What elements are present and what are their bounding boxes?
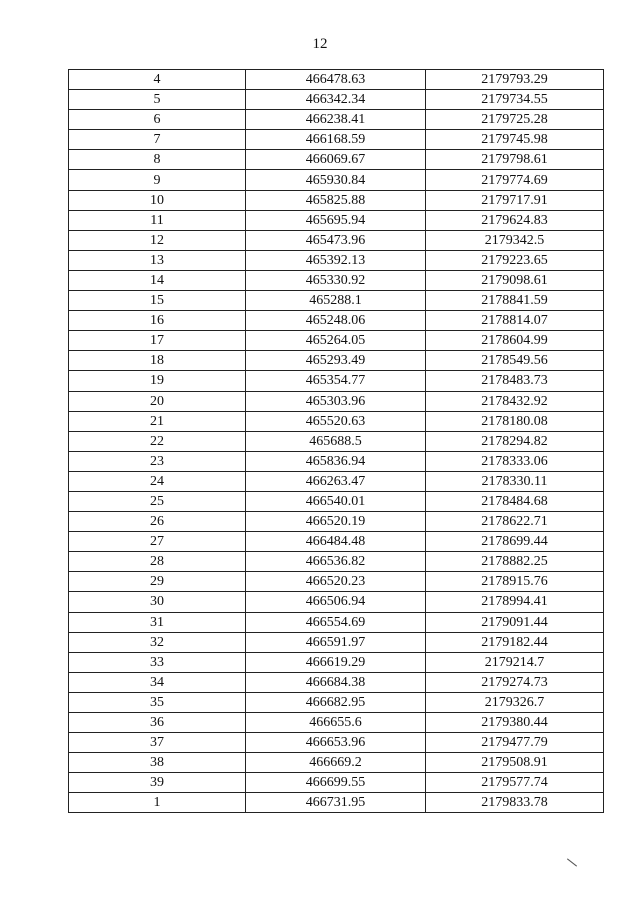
table-row xyxy=(69,210,604,230)
x-coordinate-cell: 466684.38 xyxy=(246,672,426,692)
scan-mark xyxy=(567,858,577,866)
point-number-cell: 28 xyxy=(69,552,246,572)
x-coordinate-cell: 466591.97 xyxy=(246,632,426,652)
point-number-cell: 23 xyxy=(69,451,246,471)
y-coordinate-cell: 2178915.76 xyxy=(426,572,604,592)
point-number-cell: 17 xyxy=(69,331,246,351)
point-number-cell: 25 xyxy=(69,491,246,511)
page-number: 12 xyxy=(312,36,328,52)
y-coordinate-cell: 2178180.08 xyxy=(426,411,604,431)
y-coordinate-cell: 2178699.44 xyxy=(426,532,604,552)
point-number-cell: 12 xyxy=(69,230,246,250)
point-number-cell: 9 xyxy=(69,170,246,190)
table-row xyxy=(69,130,604,150)
x-coordinate-cell: 466484.48 xyxy=(246,532,426,552)
x-coordinate-cell: 466506.94 xyxy=(246,592,426,612)
table-row xyxy=(69,773,604,793)
table-row xyxy=(69,692,604,712)
table-row xyxy=(69,733,604,753)
table-row xyxy=(69,150,604,170)
point-number-cell: 5 xyxy=(69,90,246,110)
point-number-cell: 34 xyxy=(69,672,246,692)
table-row xyxy=(69,512,604,532)
x-coordinate-cell: 466619.29 xyxy=(246,652,426,672)
x-coordinate-cell: 466069.67 xyxy=(246,150,426,170)
x-coordinate-cell: 465248.06 xyxy=(246,311,426,331)
point-number-cell: 7 xyxy=(69,130,246,150)
point-number-cell: 21 xyxy=(69,411,246,431)
table-row xyxy=(69,270,604,290)
x-coordinate-cell: 465293.49 xyxy=(246,351,426,371)
point-number-cell: 1 xyxy=(69,793,246,813)
y-coordinate-cell: 2179380.44 xyxy=(426,713,604,733)
table-row xyxy=(69,612,604,632)
y-coordinate-cell: 2178841.59 xyxy=(426,291,604,311)
x-coordinate-cell: 465303.96 xyxy=(246,391,426,411)
x-coordinate-cell: 465930.84 xyxy=(246,170,426,190)
point-number-cell: 8 xyxy=(69,150,246,170)
point-number-cell: 35 xyxy=(69,692,246,712)
y-coordinate-cell: 2179774.69 xyxy=(426,170,604,190)
y-coordinate-cell: 2178549.56 xyxy=(426,351,604,371)
x-coordinate-cell: 465836.94 xyxy=(246,451,426,471)
point-number-cell: 24 xyxy=(69,471,246,491)
x-coordinate-cell: 465392.13 xyxy=(246,250,426,270)
y-coordinate-cell: 2179577.74 xyxy=(426,773,604,793)
y-coordinate-cell: 2179342.5 xyxy=(426,230,604,250)
x-coordinate-cell: 465288.1 xyxy=(246,291,426,311)
table-row xyxy=(69,572,604,592)
y-coordinate-cell: 2179098.61 xyxy=(426,270,604,290)
table-row xyxy=(69,652,604,672)
y-coordinate-cell: 2179223.65 xyxy=(426,250,604,270)
point-number-cell: 6 xyxy=(69,110,246,130)
point-number-cell: 31 xyxy=(69,612,246,632)
point-number-cell: 27 xyxy=(69,532,246,552)
y-coordinate-cell: 2179725.28 xyxy=(426,110,604,130)
table-row xyxy=(69,793,604,813)
y-coordinate-cell: 2178814.07 xyxy=(426,311,604,331)
x-coordinate-cell: 466655.6 xyxy=(246,713,426,733)
point-number-cell: 15 xyxy=(69,291,246,311)
x-coordinate-cell: 465330.92 xyxy=(246,270,426,290)
point-number-cell: 11 xyxy=(69,210,246,230)
y-coordinate-cell: 2178294.82 xyxy=(426,431,604,451)
table-row xyxy=(69,532,604,552)
y-coordinate-cell: 2179717.91 xyxy=(426,190,604,210)
x-coordinate-cell: 466478.63 xyxy=(246,70,426,90)
y-coordinate-cell: 2179508.91 xyxy=(426,753,604,773)
table-row xyxy=(69,411,604,431)
table-row xyxy=(69,230,604,250)
point-number-cell: 38 xyxy=(69,753,246,773)
y-coordinate-cell: 2178483.73 xyxy=(426,371,604,391)
y-coordinate-cell: 2178432.92 xyxy=(426,391,604,411)
y-coordinate-cell: 2179833.78 xyxy=(426,793,604,813)
point-number-cell: 29 xyxy=(69,572,246,592)
point-number-cell: 4 xyxy=(69,70,246,90)
point-number-cell: 13 xyxy=(69,250,246,270)
x-coordinate-cell: 466520.19 xyxy=(246,512,426,532)
y-coordinate-cell: 2178330.11 xyxy=(426,471,604,491)
table-row xyxy=(69,250,604,270)
table-row xyxy=(69,331,604,351)
point-number-cell: 37 xyxy=(69,733,246,753)
y-coordinate-cell: 2179624.83 xyxy=(426,210,604,230)
y-coordinate-cell: 2178622.71 xyxy=(426,512,604,532)
x-coordinate-cell: 466653.96 xyxy=(246,733,426,753)
y-coordinate-cell: 2179326.7 xyxy=(426,692,604,712)
y-coordinate-cell: 2179274.73 xyxy=(426,672,604,692)
x-coordinate-cell: 465520.63 xyxy=(246,411,426,431)
x-coordinate-cell: 466731.95 xyxy=(246,793,426,813)
table-row xyxy=(69,371,604,391)
y-coordinate-cell: 2179477.79 xyxy=(426,733,604,753)
y-coordinate-cell: 2178604.99 xyxy=(426,331,604,351)
table-row xyxy=(69,70,604,90)
x-coordinate-cell: 466168.59 xyxy=(246,130,426,150)
point-number-cell: 22 xyxy=(69,431,246,451)
x-coordinate-cell: 466699.55 xyxy=(246,773,426,793)
point-number-cell: 32 xyxy=(69,632,246,652)
table-row xyxy=(69,713,604,733)
y-coordinate-cell: 2179798.61 xyxy=(426,150,604,170)
point-number-cell: 18 xyxy=(69,351,246,371)
x-coordinate-cell: 465688.5 xyxy=(246,431,426,451)
point-number-cell: 14 xyxy=(69,270,246,290)
y-coordinate-cell: 2179214.7 xyxy=(426,652,604,672)
table-row xyxy=(69,110,604,130)
table-row xyxy=(69,592,604,612)
table-row xyxy=(69,451,604,471)
table-row xyxy=(69,190,604,210)
x-coordinate-cell: 465264.05 xyxy=(246,331,426,351)
point-number-cell: 19 xyxy=(69,371,246,391)
point-number-cell: 39 xyxy=(69,773,246,793)
table-row xyxy=(69,391,604,411)
point-number-cell: 16 xyxy=(69,311,246,331)
x-coordinate-cell: 465354.77 xyxy=(246,371,426,391)
point-number-cell: 36 xyxy=(69,713,246,733)
x-coordinate-cell: 466520.23 xyxy=(246,572,426,592)
x-coordinate-cell: 466342.34 xyxy=(246,90,426,110)
table-row xyxy=(69,632,604,652)
y-coordinate-cell: 2179091.44 xyxy=(426,612,604,632)
x-coordinate-cell: 466682.95 xyxy=(246,692,426,712)
table-row xyxy=(69,351,604,371)
coordinates-table-body xyxy=(69,70,604,813)
x-coordinate-cell: 466669.2 xyxy=(246,753,426,773)
y-coordinate-cell: 2179182.44 xyxy=(426,632,604,652)
y-coordinate-cell: 2179734.55 xyxy=(426,90,604,110)
point-number-cell: 33 xyxy=(69,652,246,672)
y-coordinate-cell: 2179793.29 xyxy=(426,70,604,90)
x-coordinate-cell: 466263.47 xyxy=(246,471,426,491)
table-row xyxy=(69,90,604,110)
table-row xyxy=(69,170,604,190)
table-row xyxy=(69,672,604,692)
y-coordinate-cell: 2178484.68 xyxy=(426,491,604,511)
x-coordinate-cell: 465825.88 xyxy=(246,190,426,210)
x-coordinate-cell: 466238.41 xyxy=(246,110,426,130)
y-coordinate-cell: 2178333.06 xyxy=(426,451,604,471)
table-row xyxy=(69,491,604,511)
point-number-cell: 10 xyxy=(69,190,246,210)
x-coordinate-cell: 466536.82 xyxy=(246,552,426,572)
table-row xyxy=(69,291,604,311)
coordinates-table xyxy=(68,69,604,813)
x-coordinate-cell: 466554.69 xyxy=(246,612,426,632)
x-coordinate-cell: 465473.96 xyxy=(246,230,426,250)
y-coordinate-cell: 2178882.25 xyxy=(426,552,604,572)
x-coordinate-cell: 466540.01 xyxy=(246,491,426,511)
x-coordinate-cell: 465695.94 xyxy=(246,210,426,230)
y-coordinate-cell: 2179745.98 xyxy=(426,130,604,150)
table-row xyxy=(69,552,604,572)
point-number-cell: 30 xyxy=(69,592,246,612)
table-row xyxy=(69,471,604,491)
y-coordinate-cell: 2178994.41 xyxy=(426,592,604,612)
point-number-cell: 20 xyxy=(69,391,246,411)
table-row xyxy=(69,753,604,773)
point-number-cell: 26 xyxy=(69,512,246,532)
table-row xyxy=(69,311,604,331)
table-row xyxy=(69,431,604,451)
